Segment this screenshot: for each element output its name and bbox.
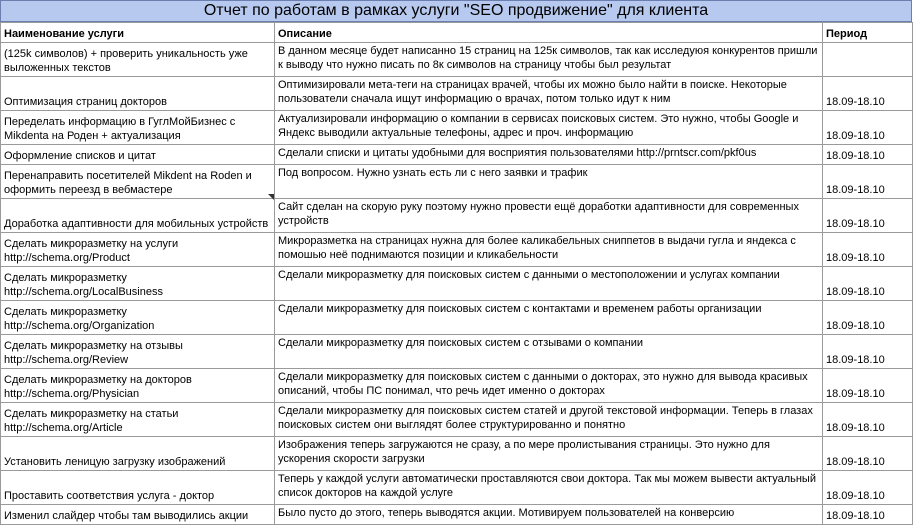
cell-service[interactable]: Сделать микроразметку на отзывы http://schema.org/Review [1, 335, 275, 369]
cell-period[interactable]: 18.09-18.10 [823, 111, 913, 145]
table-row [1, 437, 913, 471]
cell-description[interactable]: Сделали микроразметку для поисковых систем с отзывами о компании [275, 335, 823, 369]
table-row [1, 301, 913, 335]
table-row [1, 165, 913, 199]
table-body [1, 43, 913, 525]
header-period[interactable]: Период [823, 23, 913, 43]
cell-description[interactable]: Сделали микроразметку для поисковых систем статей и другой текстовой информации. Теперь в глазах поисковых систем они выглядят более структурированно и понятно [275, 403, 823, 437]
cell-description[interactable]: Оптимизировали мета-теги на страницах врачей, чтобы их можно было найти в поиске. Некоторые пользователи сначала ищут информацию о врачах, потом только идут к ним [275, 77, 823, 111]
header-service[interactable]: Наименование услуги [1, 23, 275, 43]
cell-description[interactable]: Теперь у каждой услуги автоматически проставляются свои доктора. Так мы можем вывести актуальный список докторов на каждой услуге [275, 471, 823, 505]
cell-service[interactable]: Сделать микроразметку на услуги http://schema.org/Product [1, 233, 275, 267]
cell-description[interactable]: Изображения теперь загружаются не сразу, а по мере пролистывания страницы. Это нужно для ускорения скорости загрузки [275, 437, 823, 471]
cell-service[interactable]: Сделать микроразметку на докторов http://schema.org/Physician [1, 369, 275, 403]
cell-period[interactable]: 18.09-18.10 [823, 369, 913, 403]
cell-description[interactable]: Было пусто до этого, теперь выводятся акции. Мотивируем пользователей на конверсию [275, 505, 823, 525]
cell-service[interactable]: Перенаправить посетителей Mikdent на Roden и оформить переезд в вебмастере [1, 165, 275, 199]
table-row [1, 471, 913, 505]
cell-period[interactable]: 18.09-18.10 [823, 301, 913, 335]
cell-service[interactable]: Установить леницую загрузку изображений [1, 437, 275, 471]
cell-service[interactable]: Переделать информацию в ГуглМойБизнес с Mikdenta на Роден + актуализация [1, 111, 275, 145]
cell-service[interactable]: Доработка адаптивности для мобильных устройств [1, 199, 275, 233]
table-row [1, 77, 913, 111]
cell-period[interactable]: 18.09-18.10 [823, 505, 913, 525]
cell-period[interactable]: 18.09-18.10 [823, 199, 913, 233]
cell-period[interactable]: 18.09-18.10 [823, 145, 913, 165]
header-description[interactable]: Описание [275, 23, 823, 43]
cell-period[interactable]: 18.09-18.10 [823, 335, 913, 369]
cell-period[interactable]: 18.09-18.10 [823, 471, 913, 505]
cell-service[interactable]: Сделать микроразметку http://schema.org/Organization [1, 301, 275, 335]
cell-service[interactable]: Оформление списков и цитат [1, 145, 275, 165]
cell-period[interactable] [823, 43, 913, 77]
cell-period[interactable]: 18.09-18.10 [823, 77, 913, 111]
table-row [1, 403, 913, 437]
table-row [1, 505, 913, 525]
cell-description[interactable]: Сайт сделан на скорую руку поэтому нужно провести ещё доработки адаптивности для современных устройств [275, 199, 823, 233]
cell-period[interactable]: 18.09-18.10 [823, 267, 913, 301]
table-row [1, 369, 913, 403]
cell-description[interactable]: Сделали микроразметку для поисковых систем с контактами и временем работы организации [275, 301, 823, 335]
report-table [0, 22, 913, 525]
cell-description[interactable]: В данном месяце будет написанно 15 страниц на 125к символов, так как исследуюя конкурентов пришли к выводу что нужно писать по 8к символов на страницу чтобы был результат [275, 43, 823, 77]
cell-service[interactable]: Сделать микроразметку http://schema.org/LocalBusiness [1, 267, 275, 301]
cell-period[interactable]: 18.09-18.10 [823, 233, 913, 267]
table-row [1, 43, 913, 77]
report-title[interactable]: Отчет по работам в рамках услуги "SEO продвижение" для клиента [0, 0, 912, 22]
comment-marker-icon[interactable] [268, 194, 274, 200]
cell-service[interactable]: (125k символов) + проверить уникальность уже выложенных текстов [1, 43, 275, 77]
table-row [1, 267, 913, 301]
table-row [1, 145, 913, 165]
cell-description[interactable]: Сделали микроразметку для поисковых систем с данными о докторах, это нужно для вывода красивых описаний, чтобы ПС понимал, что речь идет именно о докторах [275, 369, 823, 403]
cell-description[interactable]: Микроразметка на страницах нужна для более каликабельных сниппетов в выдачи гугла и яндекса с помошью неё поднимаются позиции и кликабельности [275, 233, 823, 267]
cell-period[interactable]: 18.09-18.10 [823, 403, 913, 437]
cell-description[interactable]: Под вопросом. Нужно узнать есть ли с него заявки и трафик [275, 165, 823, 199]
cell-service[interactable]: Оптимизация страниц докторов [1, 77, 275, 111]
cell-description[interactable]: Сделали списки и цитаты удобными для восприятия пользователями http://prntscr.com/pkf0us [275, 145, 823, 165]
table-row [1, 199, 913, 233]
cell-service[interactable]: Изменил слайдер чтобы там выводились акции [1, 505, 275, 525]
table-row [1, 335, 913, 369]
header-row [1, 23, 913, 43]
cell-service[interactable]: Сделать микроразметку на статьи http://schema.org/Article [1, 403, 275, 437]
table-row [1, 111, 913, 145]
cell-service[interactable]: Проставить соответствия услуга - доктор [1, 471, 275, 505]
cell-description[interactable]: Актуализировали информацию о компании в сервисах поисковых систем. Это нужно, чтобы Google и Яндекс выводили актуальные телефоны, адрес и проч. информацию [275, 111, 823, 145]
table-row [1, 233, 913, 267]
cell-period[interactable]: 18.09-18.10 [823, 437, 913, 471]
cell-description[interactable]: Сделали микроразметку для поисковых систем с данными о местоположении и услугах компании [275, 267, 823, 301]
cell-period[interactable]: 18.09-18.10 [823, 165, 913, 199]
